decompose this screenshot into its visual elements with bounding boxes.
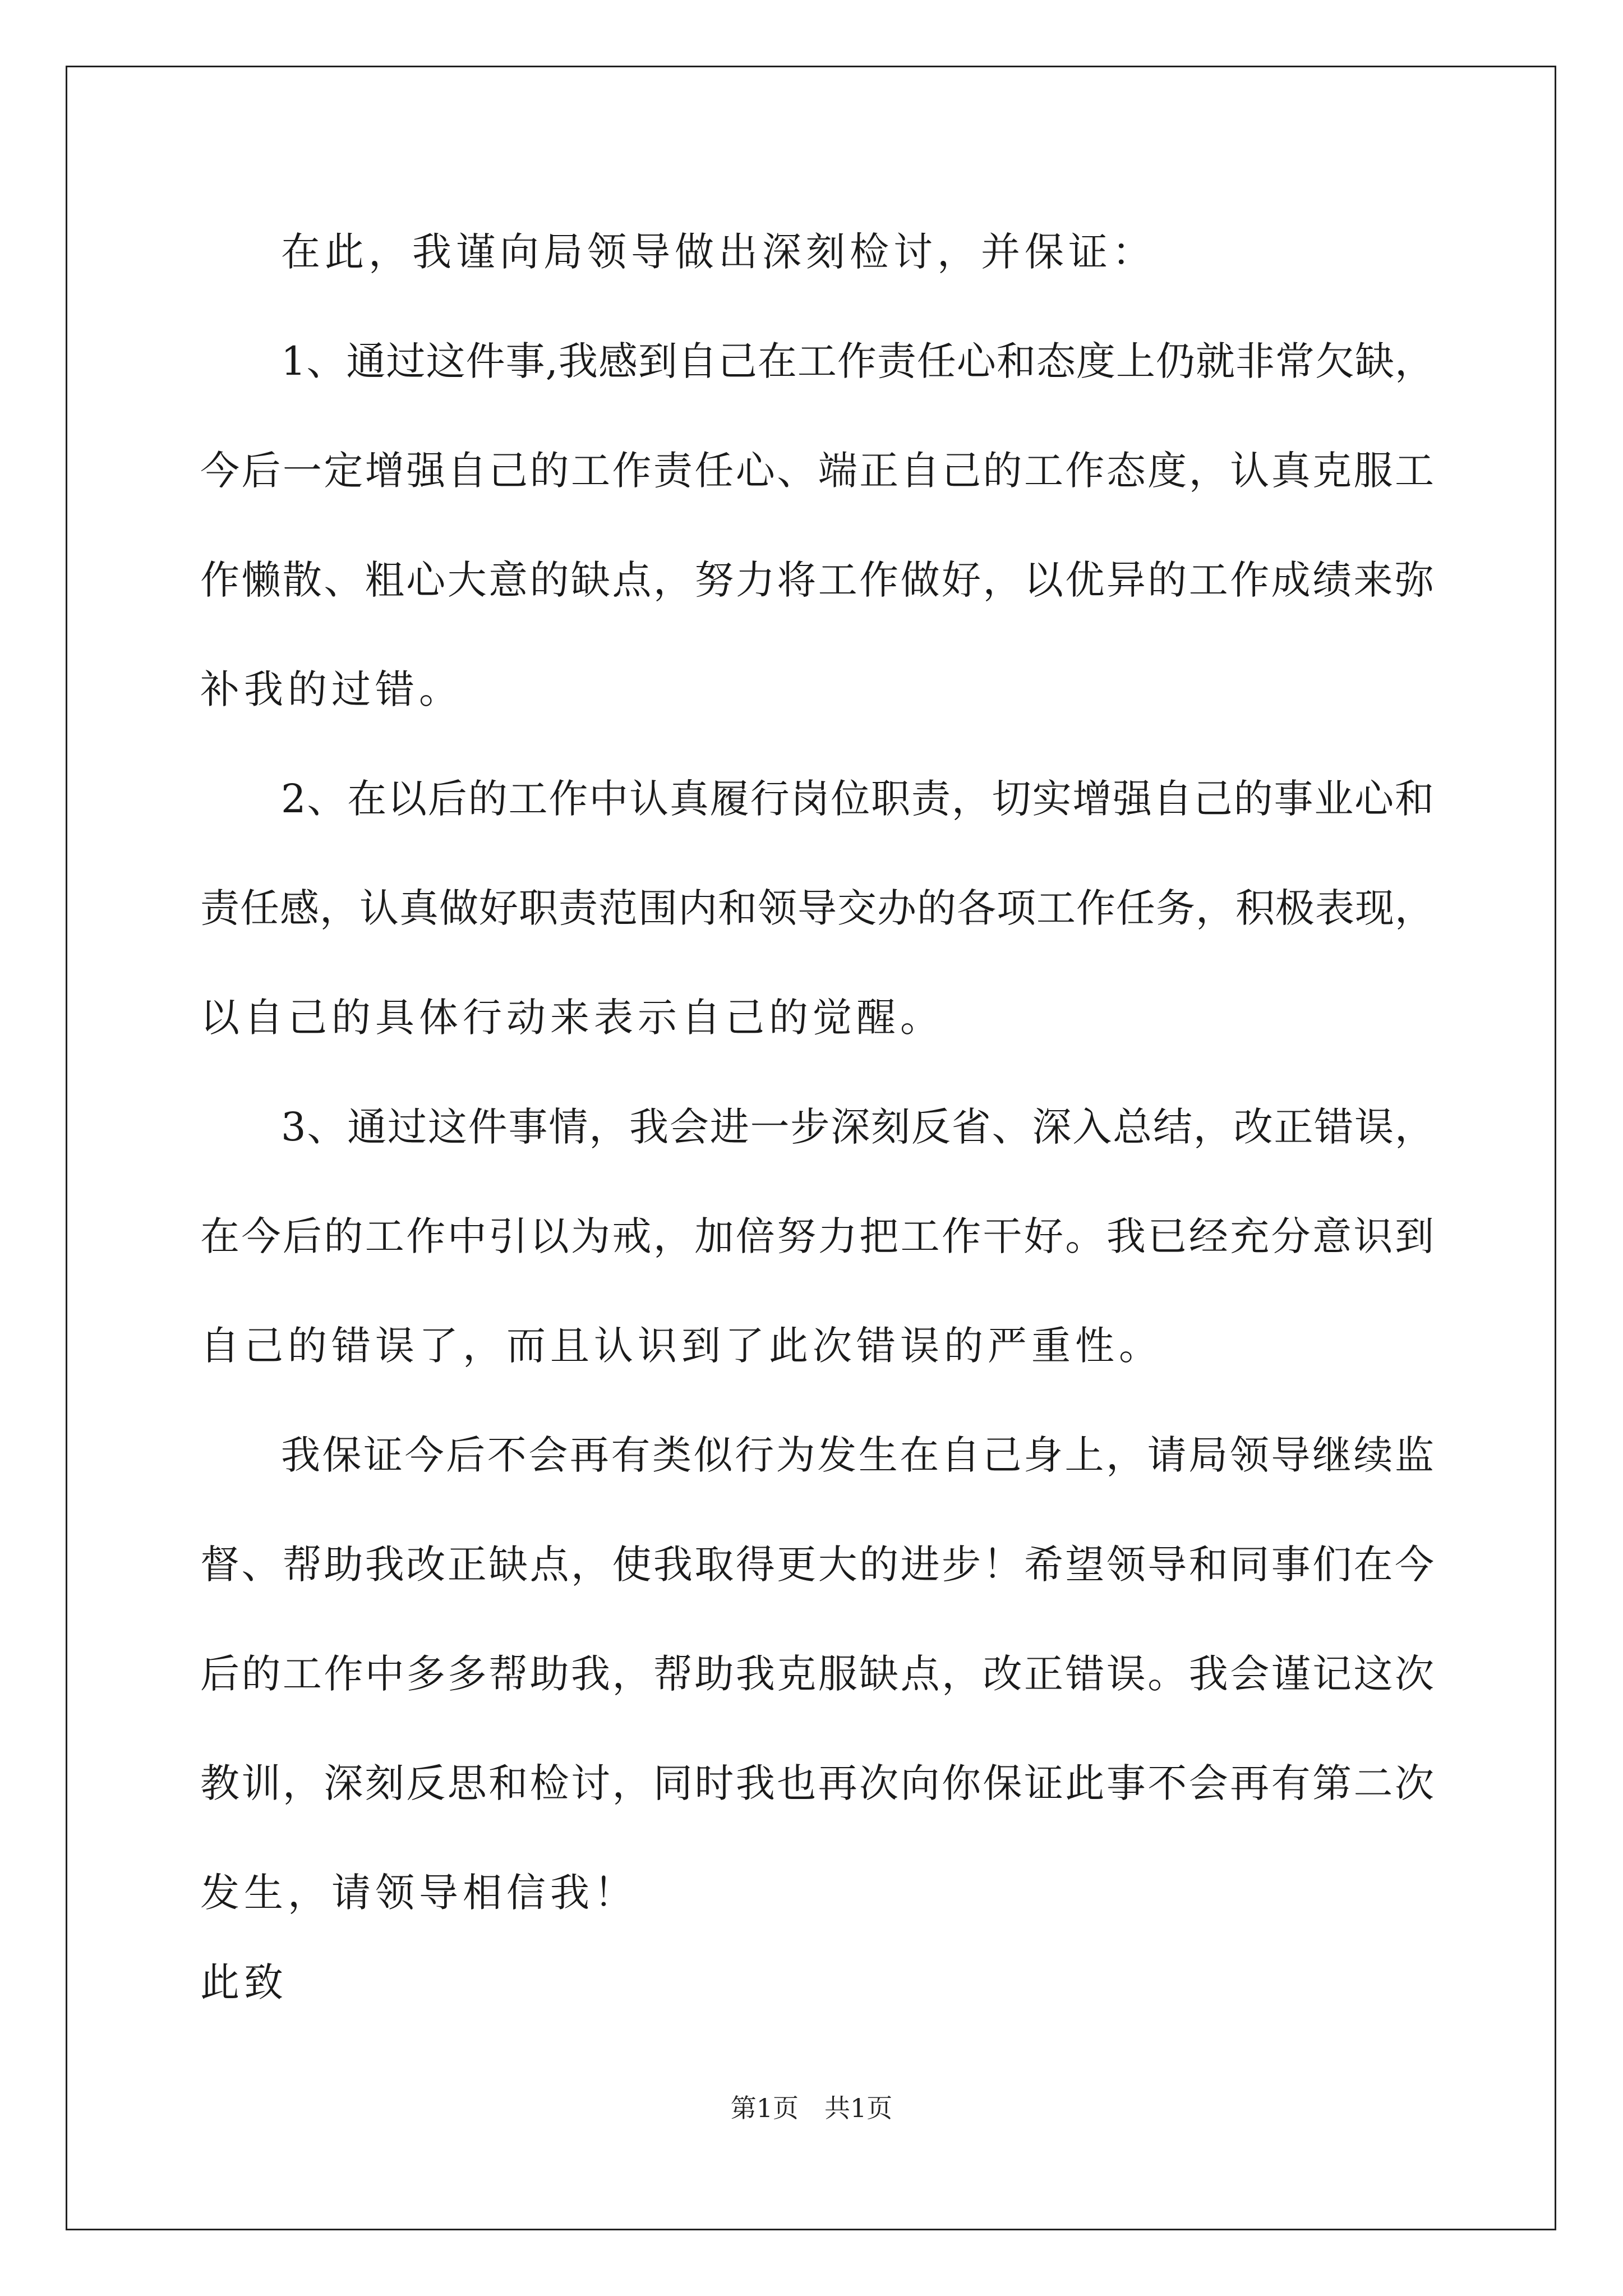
paragraph-1-line-4: 补我的过错。: [200, 666, 463, 712]
closing-salutation: 此致: [200, 1959, 288, 2005]
paragraph-1-line-1: 1、通过这件事,我感到自己在工作责任心和态度上仍就非常欠缺，: [281, 338, 1434, 384]
paragraph-4-line-5: 发生，请领导相信我！: [200, 1870, 638, 1916]
paragraph-4-line-2: 督、帮助我改正缺点，使我取得更大的进步！希望领导和同事们在今: [200, 1542, 1434, 1588]
paragraph-4-line-3: 后的工作中多多帮助我，帮助我克服缺点，改正错误。我会谨记这次: [200, 1651, 1434, 1697]
paragraph-3-line-1: 3、通过这件事情，我会进一步深刻反省、深入总结，改正错误，: [281, 1104, 1434, 1150]
paragraph-1-line-3: 作懒散、粗心大意的缺点，努力将工作做好，以优异的工作成绩来弥: [200, 557, 1434, 603]
paragraph-4-line-1: 我保证今后不会再有类似行为发生在自己身上，请局领导继续监: [281, 1432, 1434, 1478]
page-number-footer: 第1页 共1页: [730, 2093, 893, 2123]
paragraph-1-line-2: 今后一定增强自己的工作责任心、端正自己的工作态度，认真克服工: [200, 448, 1434, 494]
paragraph-2-line-1: 2、在以后的工作中认真履行岗位职责，切实增强自己的事业心和: [281, 776, 1434, 822]
paragraph-3-line-3: 自己的错误了，而且认识到了此次错误的严重性。: [200, 1323, 1163, 1369]
paragraph-3-line-2: 在今后的工作中引以为戒，加倍努力把工作干好。我已经充分意识到: [200, 1213, 1434, 1259]
paragraph-2-line-2: 责任感，认真做好职责范围内和领导交办的各项工作任务，积极表现，: [200, 885, 1434, 931]
paragraph-4-line-4: 教训，深刻反思和检讨，同时我也再次向你保证此事不会再有第二次: [200, 1760, 1434, 1806]
paragraph-2-line-3: 以自己的具体行动来表示自己的觉醒。: [200, 995, 944, 1041]
paragraph-intro-line-1: 在此，我谨向局领导做出深刻检讨，并保证：: [281, 229, 1156, 275]
